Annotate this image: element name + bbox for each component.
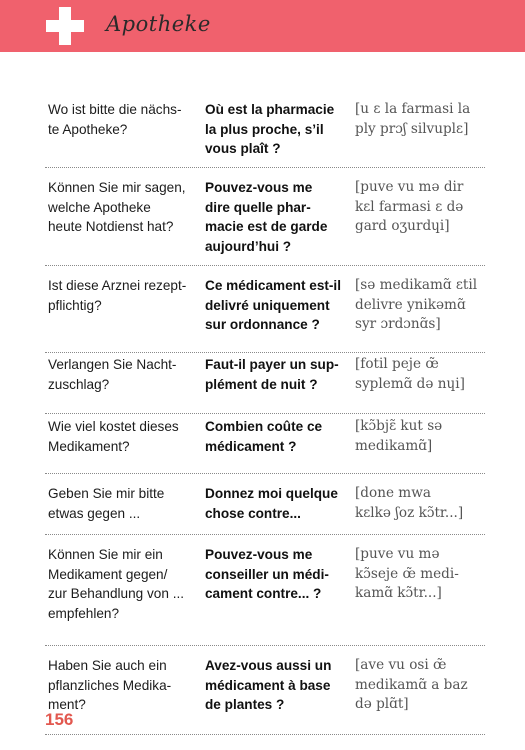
phrase-row <box>45 535 485 646</box>
german-phrase <box>48 100 198 139</box>
pronunciation-line: [puve vu mə dir <box>355 179 464 195</box>
french-phrase-line: vous plaît ? <box>205 141 281 156</box>
pronunciation-line: gard oʒurdɥi] <box>355 218 450 234</box>
pronunciation <box>355 484 485 523</box>
pronunciation <box>355 417 485 456</box>
french-phrase-line: Où est la pharmacie <box>205 102 335 117</box>
german-phrase-line: pflichtig? <box>48 297 102 313</box>
phrase-row <box>45 414 485 474</box>
pronunciation-line: syr ɔrdɔnɑ̃s] <box>355 316 441 332</box>
french-phrase-line: Donnez moi quelque <box>205 486 338 501</box>
german-phrase-line: Medikament? <box>48 438 130 454</box>
french-phrase-line: Combien coûte ce <box>205 419 323 434</box>
pronunciation-line: kɛl farmasi ɛ də <box>355 198 464 215</box>
page-title: Apotheke <box>106 12 211 36</box>
german-phrase-line: Wie viel kostet dieses <box>48 419 179 434</box>
french-phrase-line: macie est de garde <box>205 219 328 234</box>
french-phrase-line: Pouvez-vous me <box>205 180 313 195</box>
french-phrase-line: médicament ? <box>205 438 297 454</box>
french-phrase-line: delivré uniquement <box>205 297 330 313</box>
german-phrase <box>48 178 198 237</box>
pronunciation-line: medikamɑ̃ a baz <box>355 676 468 693</box>
phrase-table <box>45 97 485 735</box>
french-phrase-line: Avez-vous aussi un <box>205 658 332 673</box>
german-phrase <box>48 355 198 394</box>
french-phrase-line: Faut-il payer un sup- <box>205 357 339 372</box>
french-phrase-line: sur ordonnance ? <box>205 317 320 332</box>
pronunciation <box>355 656 485 715</box>
german-phrase <box>48 276 198 315</box>
french-phrase-line: la plus proche, s’il <box>205 121 324 137</box>
pronunciation-line: [puve vu mə <box>355 546 440 562</box>
french-phrase-line: conseiller un médi- <box>205 566 329 582</box>
pronunciation-line: medikamɑ̃] <box>355 437 433 454</box>
french-phrase <box>205 178 355 256</box>
phrase-row <box>45 266 485 353</box>
french-phrase-line: dire quelle phar- <box>205 199 311 215</box>
german-phrase-line: ment? <box>48 697 86 712</box>
pronunciation-line: delivre ynikəmɑ̃ <box>355 296 466 313</box>
german-phrase-line: Ist diese Arznei rezept- <box>48 278 187 293</box>
phrase-row <box>45 97 485 168</box>
pronunciation-line: kɛlkə ʃoz kɔ̃tr...] <box>355 504 464 521</box>
pronunciation-line: [done mwa <box>355 485 431 501</box>
pronunciation-line: [kɔ̃bjɛ̃ kut sə <box>355 418 443 434</box>
pronunciation-line: kamɑ̃ kɔ̃tr...] <box>355 585 442 601</box>
german-phrase-line: Wo ist bitte die nächs- <box>48 102 182 117</box>
pronunciation-line: ply prɔʃ silvuplɛ] <box>355 120 469 137</box>
phrase-row <box>45 474 485 535</box>
french-phrase <box>205 100 355 159</box>
german-phrase-line: empfehlen? <box>48 605 120 621</box>
pronunciation <box>355 178 485 237</box>
phrase-row <box>45 168 485 266</box>
french-phrase <box>205 656 355 715</box>
pronunciation-line: [ave vu osi œ̃ <box>355 657 447 673</box>
german-phrase <box>48 656 198 715</box>
pronunciation <box>355 545 485 604</box>
pronunciation <box>355 276 485 335</box>
french-phrase-line: aujourd’hui ? <box>205 238 292 254</box>
phrase-row <box>45 646 485 735</box>
pronunciation-line: kɔ̃seje œ̃ medi- <box>355 565 459 582</box>
french-phrase-line: chose contre... <box>205 505 301 521</box>
german-phrase <box>48 417 198 456</box>
pronunciation-line: [fotil peje œ̃ <box>355 356 439 372</box>
phrase-row <box>45 353 485 414</box>
german-phrase-line: zuschlag? <box>48 376 110 392</box>
german-phrase-line: te Apotheke? <box>48 121 128 137</box>
pronunciation-line: [sə medikamɑ̃ ɛtil <box>355 277 478 293</box>
french-phrase <box>205 545 355 604</box>
french-phrase-line: plément de nuit ? <box>205 376 318 392</box>
german-phrase <box>48 484 198 523</box>
german-phrase-line: zur Behandlung von ... <box>48 586 185 601</box>
german-phrase-line: Geben Sie mir bitte <box>48 486 165 501</box>
french-phrase <box>205 355 355 394</box>
german-phrase-line: pflanzliches Medika- <box>48 677 172 693</box>
pronunciation <box>355 100 485 139</box>
french-phrase-line: médicament à base <box>205 677 331 693</box>
swiss-cross-icon <box>46 7 84 45</box>
pronunciation <box>355 355 485 394</box>
french-phrase <box>205 276 355 335</box>
pronunciation-line: syplemɑ̃ də nɥi] <box>355 375 465 392</box>
french-phrase-line: Pouvez-vous me <box>205 547 313 562</box>
french-phrase-line: cament contre... ? <box>205 586 322 601</box>
german-phrase-line: Können Sie mir ein <box>48 547 163 562</box>
german-phrase-line: Können Sie mir sagen, <box>48 180 186 195</box>
french-phrase <box>205 484 355 523</box>
german-phrase-line: heute Notdienst hat? <box>48 219 174 234</box>
french-phrase-line: de plantes ? <box>205 697 285 712</box>
german-phrase-line: Verlangen Sie Nacht- <box>48 357 177 372</box>
french-phrase <box>205 417 355 456</box>
french-phrase-line: Ce médicament est-il <box>205 278 341 293</box>
pronunciation-line: də plɑ̃t] <box>355 696 409 712</box>
german-phrase-line: etwas gegen ... <box>48 505 141 521</box>
german-phrase-line: Haben Sie auch ein <box>48 658 167 673</box>
german-phrase <box>48 545 198 623</box>
page-header <box>0 0 525 52</box>
german-phrase-line: welche Apotheke <box>48 199 151 215</box>
page-number: 156 <box>45 710 74 729</box>
pronunciation-line: [u ɛ la farmasi la <box>355 101 471 117</box>
german-phrase-line: Medikament gegen/ <box>48 566 168 582</box>
